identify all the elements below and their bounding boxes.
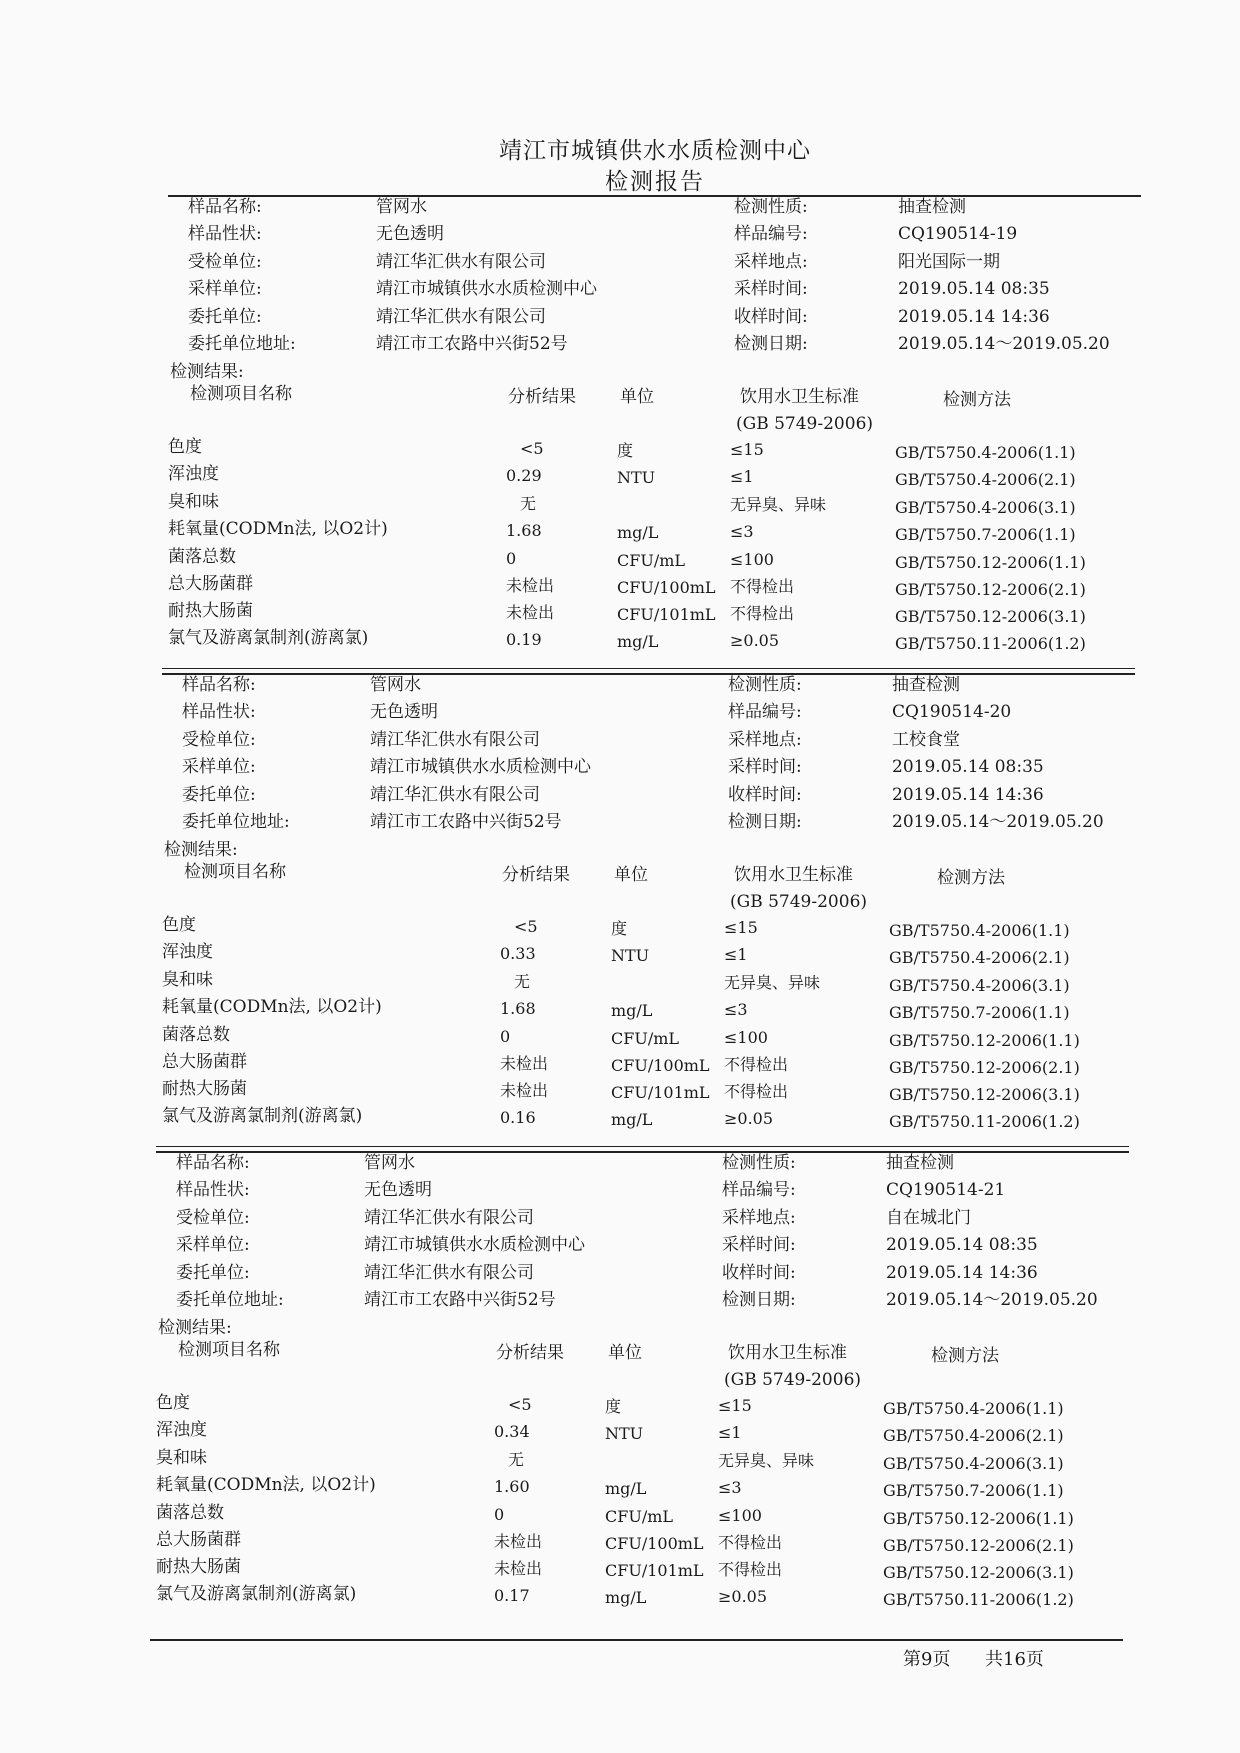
item-result: 无 <box>508 1450 525 1469</box>
value-test-nature: 抽查检测 <box>886 1153 954 1173</box>
value-test-nature: 抽查检测 <box>892 675 960 695</box>
header-unit: 单位 <box>620 387 654 407</box>
header-unit: 单位 <box>608 1343 642 1363</box>
header-unit: 单位 <box>614 865 648 885</box>
value-sampling-time: 2019.05.14 08:35 <box>898 279 1050 299</box>
header-standard-ref: (GB 5749-2006) <box>730 892 868 912</box>
item-result: 0 <box>494 1505 505 1524</box>
value-sampling-site: 工校食堂 <box>892 730 960 750</box>
label-test-nature: 检测性质: <box>734 197 808 217</box>
org-title: 靖江市城镇供水水质检测中心 <box>499 138 811 164</box>
item-result: 未检出 <box>494 1559 543 1578</box>
label-sample-trait: 样品性状: <box>188 224 262 244</box>
item-standard: 不得检出 <box>730 604 795 623</box>
value-sampling-unit: 靖江市城镇供水水质检测中心 <box>370 757 591 777</box>
label-test-nature: 检测性质: <box>728 675 802 695</box>
item-method: GB/T5750.12-2006(3.1) <box>889 1085 1080 1104</box>
label-inspected-unit: 受检单位: <box>182 730 256 750</box>
value-sample-no: CQ190514-21 <box>886 1180 1006 1200</box>
header-standard: 饮用水卫生标准 <box>728 1343 847 1363</box>
item-name: 色度 <box>156 1393 190 1413</box>
item-result: <5 <box>520 439 544 458</box>
item-name: 色度 <box>162 915 196 935</box>
label-inspected-unit: 受检单位: <box>188 252 262 272</box>
value-test-date: 2019.05.14～2019.05.20 <box>898 334 1110 354</box>
item-result: 0.17 <box>494 1586 530 1605</box>
value-sampling-unit: 靖江市城镇供水水质检测中心 <box>376 279 597 299</box>
item-standard: ≤15 <box>724 918 758 937</box>
value-sampling-time: 2019.05.14 08:35 <box>892 757 1044 777</box>
item-method: GB/T5750.4-2006(1.1) <box>883 1399 1064 1418</box>
item-method: GB/T5750.4-2006(1.1) <box>889 921 1070 940</box>
section-rule-thin <box>162 668 1135 669</box>
item-unit: CFU/100mL <box>617 578 716 597</box>
header-item: 检测项目名称 <box>184 862 286 882</box>
label-sample-name: 样品名称: <box>188 197 262 217</box>
label-receive-time: 收样时间: <box>722 1263 796 1283</box>
item-method: GB/T5750.12-2006(3.1) <box>883 1563 1074 1582</box>
item-result: 无 <box>520 494 537 513</box>
item-unit: CFU/100mL <box>605 1534 704 1553</box>
item-name: 耗氧量(CODMn法, 以O2计) <box>162 997 382 1017</box>
header-method: 检测方法 <box>931 1346 999 1366</box>
item-name: 耐热大肠菌 <box>162 1079 247 1099</box>
label-client-unit: 委托单位: <box>182 785 256 805</box>
item-result: 0.16 <box>500 1108 536 1127</box>
item-unit: mg/L <box>605 1479 647 1498</box>
section-rule-thin <box>156 1146 1129 1147</box>
footer-rule <box>150 1639 1123 1641</box>
item-standard: ≤15 <box>730 440 764 459</box>
header-standard: 饮用水卫生标准 <box>734 865 853 885</box>
item-name: 浑浊度 <box>156 1420 207 1440</box>
item-name: 臭和味 <box>162 970 213 990</box>
value-test-date: 2019.05.14～2019.05.20 <box>892 812 1104 832</box>
item-standard: ≤1 <box>730 467 754 486</box>
value-receive-time: 2019.05.14 14:36 <box>886 1263 1038 1283</box>
item-method: GB/T5750.4-2006(3.1) <box>883 1454 1064 1473</box>
page-total: 共16页 <box>985 1649 1044 1670</box>
header-result: 分析结果 <box>496 1343 564 1363</box>
item-unit: NTU <box>611 946 650 965</box>
item-unit: 度 <box>605 1397 622 1416</box>
item-name: 臭和味 <box>156 1448 207 1468</box>
item-result: 1.68 <box>500 999 536 1018</box>
item-result: 0 <box>500 1027 511 1046</box>
item-name: 菌落总数 <box>162 1025 230 1045</box>
item-standard: 不得检出 <box>718 1560 783 1579</box>
item-method: GB/T5750.11-2006(1.2) <box>883 1590 1074 1609</box>
item-method: GB/T5750.12-2006(1.1) <box>889 1031 1080 1050</box>
label-sample-trait: 样品性状: <box>176 1180 250 1200</box>
item-method: GB/T5750.12-2006(1.1) <box>883 1509 1074 1528</box>
item-method: GB/T5750.11-2006(1.2) <box>895 634 1086 653</box>
value-sampling-site: 阳光国际一期 <box>898 252 1000 272</box>
value-sampling-site: 自在城北门 <box>886 1208 971 1228</box>
item-name: 氯气及游离氯制剂(游离氯) <box>162 1106 363 1126</box>
item-name: 菌落总数 <box>156 1503 224 1523</box>
value-receive-time: 2019.05.14 14:36 <box>898 307 1050 327</box>
header-result: 分析结果 <box>502 865 570 885</box>
label-test-date: 检测日期: <box>722 1290 796 1310</box>
item-name: 耐热大肠菌 <box>156 1557 241 1577</box>
item-standard: 不得检出 <box>730 577 795 596</box>
item-method: GB/T5750.7-2006(1.1) <box>889 1003 1070 1022</box>
header-result: 分析结果 <box>508 387 576 407</box>
sample-block <box>156 1153 1156 1623</box>
item-standard: 不得检出 <box>724 1082 789 1101</box>
item-unit: mg/L <box>617 523 659 542</box>
value-test-date: 2019.05.14～2019.05.20 <box>886 1290 1098 1310</box>
item-name: 耗氧量(CODMn法, 以O2计) <box>168 519 388 539</box>
item-result: 0.34 <box>494 1422 530 1441</box>
label-client-address: 委托单位地址: <box>182 812 290 832</box>
sample-block <box>162 675 1162 1145</box>
label-client-unit: 委托单位: <box>188 307 262 327</box>
value-receive-time: 2019.05.14 14:36 <box>892 785 1044 805</box>
item-unit: CFU/101mL <box>611 1083 710 1102</box>
item-method: GB/T5750.11-2006(1.2) <box>889 1112 1080 1131</box>
value-sample-name: 管网水 <box>376 197 427 217</box>
results-label: 检测结果: <box>158 1318 232 1338</box>
item-unit: 度 <box>617 441 634 460</box>
item-method: GB/T5750.12-2006(2.1) <box>883 1536 1074 1555</box>
item-name: 色度 <box>168 437 202 457</box>
label-sampling-site: 采样地点: <box>734 252 808 272</box>
results-label: 检测结果: <box>164 840 238 860</box>
value-sampling-unit: 靖江市城镇供水水质检测中心 <box>364 1235 585 1255</box>
label-sampling-time: 采样时间: <box>722 1235 796 1255</box>
item-standard: 无异臭、异味 <box>718 1451 815 1470</box>
label-client-address: 委托单位地址: <box>188 334 296 354</box>
label-sampling-time: 采样时间: <box>734 279 808 299</box>
section-rule <box>156 1151 1129 1153</box>
item-method: GB/T5750.12-2006(3.1) <box>895 607 1086 626</box>
item-name: 浑浊度 <box>162 942 213 962</box>
label-test-date: 检测日期: <box>728 812 802 832</box>
item-method: GB/T5750.12-2006(2.1) <box>895 580 1086 599</box>
header-standard-ref: (GB 5749-2006) <box>736 414 874 434</box>
label-sample-name: 样品名称: <box>182 675 256 695</box>
item-result: 0.29 <box>506 466 542 485</box>
value-sample-trait: 无色透明 <box>364 1180 432 1200</box>
label-sample-no: 样品编号: <box>728 702 802 722</box>
header-item: 检测项目名称 <box>190 384 292 404</box>
item-name: 总大肠菌群 <box>156 1530 241 1550</box>
item-standard: ≤100 <box>724 1028 768 1047</box>
report-title: 检测报告 <box>605 169 705 195</box>
item-unit: CFU/101mL <box>605 1561 704 1580</box>
item-standard: ≤3 <box>730 522 754 541</box>
item-result: 1.60 <box>494 1477 530 1496</box>
item-standard: ≥0.05 <box>724 1109 774 1128</box>
label-client-unit: 委托单位: <box>176 1263 250 1283</box>
item-standard: ≥0.05 <box>718 1587 768 1606</box>
value-sample-trait: 无色透明 <box>376 224 444 244</box>
label-sample-no: 样品编号: <box>734 224 808 244</box>
item-method: GB/T5750.7-2006(1.1) <box>895 525 1076 544</box>
item-standard: ≥0.05 <box>730 631 780 650</box>
value-client-address: 靖江市工农路中兴街52号 <box>370 812 562 832</box>
label-client-address: 委托单位地址: <box>176 1290 284 1310</box>
item-method: GB/T5750.4-2006(1.1) <box>895 443 1076 462</box>
item-result: 无 <box>514 972 531 991</box>
item-result: 未检出 <box>494 1532 543 1551</box>
item-unit: CFU/100mL <box>611 1056 710 1075</box>
label-sampling-unit: 采样单位: <box>176 1235 250 1255</box>
header-item: 检测项目名称 <box>178 1340 280 1360</box>
item-name: 臭和味 <box>168 492 219 512</box>
item-result: 未检出 <box>500 1081 549 1100</box>
label-test-date: 检测日期: <box>734 334 808 354</box>
value-client-unit: 靖江华汇供水有限公司 <box>370 785 540 805</box>
item-unit: mg/L <box>617 632 659 651</box>
item-result: 0.33 <box>500 944 536 963</box>
item-result: 未检出 <box>500 1054 549 1073</box>
item-result: <5 <box>514 917 538 936</box>
item-unit: mg/L <box>611 1001 653 1020</box>
item-name: 耐热大肠菌 <box>168 601 253 621</box>
sample-block <box>168 197 1168 667</box>
value-sample-trait: 无色透明 <box>370 702 438 722</box>
page-number: 第9页 <box>903 1649 951 1670</box>
item-standard: ≤3 <box>718 1478 742 1497</box>
value-test-nature: 抽查检测 <box>898 197 966 217</box>
label-sample-name: 样品名称: <box>176 1153 250 1173</box>
item-result: 未检出 <box>506 576 555 595</box>
label-sample-trait: 样品性状: <box>182 702 256 722</box>
item-method: GB/T5750.4-2006(2.1) <box>895 470 1076 489</box>
label-sampling-site: 采样地点: <box>722 1208 796 1228</box>
item-standard: 无异臭、异味 <box>730 495 827 514</box>
item-standard: ≤1 <box>718 1423 742 1442</box>
item-standard: 无异臭、异味 <box>724 973 821 992</box>
item-result: 未检出 <box>506 603 555 622</box>
item-name: 耗氧量(CODMn法, 以O2计) <box>156 1475 376 1495</box>
label-sampling-site: 采样地点: <box>728 730 802 750</box>
value-client-unit: 靖江华汇供水有限公司 <box>376 307 546 327</box>
label-sampling-time: 采样时间: <box>728 757 802 777</box>
value-client-address: 靖江市工农路中兴街52号 <box>364 1290 556 1310</box>
value-inspected-unit: 靖江华汇供水有限公司 <box>364 1208 534 1228</box>
value-sample-name: 管网水 <box>370 675 421 695</box>
item-unit: CFU/mL <box>617 551 686 570</box>
section-rule <box>168 195 1141 197</box>
item-unit: NTU <box>605 1424 644 1443</box>
value-client-unit: 靖江华汇供水有限公司 <box>364 1263 534 1283</box>
item-standard: ≤100 <box>730 550 774 569</box>
item-unit: CFU/mL <box>611 1029 680 1048</box>
item-name: 总大肠菌群 <box>168 574 253 594</box>
value-sample-no: CQ190514-20 <box>892 702 1012 722</box>
item-unit: mg/L <box>611 1110 653 1129</box>
item-result: 1.68 <box>506 521 542 540</box>
item-method: GB/T5750.12-2006(2.1) <box>889 1058 1080 1077</box>
results-label: 检测结果: <box>170 362 244 382</box>
item-standard: ≤3 <box>724 1000 748 1019</box>
item-standard: ≤15 <box>718 1396 752 1415</box>
header-method: 检测方法 <box>943 390 1011 410</box>
section-rule <box>162 673 1135 675</box>
item-method: GB/T5750.12-2006(1.1) <box>895 553 1086 572</box>
item-name: 氯气及游离氯制剂(游离氯) <box>168 628 369 648</box>
value-sample-no: CQ190514-19 <box>898 224 1018 244</box>
label-inspected-unit: 受检单位: <box>176 1208 250 1228</box>
value-inspected-unit: 靖江华汇供水有限公司 <box>376 252 546 272</box>
item-name: 菌落总数 <box>168 547 236 567</box>
item-standard: 不得检出 <box>718 1533 783 1552</box>
value-sample-name: 管网水 <box>364 1153 415 1173</box>
item-standard: ≤1 <box>724 945 748 964</box>
label-sampling-unit: 采样单位: <box>188 279 262 299</box>
item-unit: mg/L <box>605 1588 647 1607</box>
header-standard-ref: (GB 5749-2006) <box>724 1370 862 1390</box>
value-client-address: 靖江市工农路中兴街52号 <box>376 334 568 354</box>
item-unit: CFU/101mL <box>617 605 716 624</box>
item-method: GB/T5750.4-2006(3.1) <box>895 498 1076 517</box>
item-method: GB/T5750.7-2006(1.1) <box>883 1481 1064 1500</box>
label-sampling-unit: 采样单位: <box>182 757 256 777</box>
value-inspected-unit: 靖江华汇供水有限公司 <box>370 730 540 750</box>
item-unit: 度 <box>611 919 628 938</box>
label-sample-no: 样品编号: <box>722 1180 796 1200</box>
item-name: 总大肠菌群 <box>162 1052 247 1072</box>
header-method: 检测方法 <box>937 868 1005 888</box>
item-method: GB/T5750.4-2006(2.1) <box>889 948 1070 967</box>
item-method: GB/T5750.4-2006(3.1) <box>889 976 1070 995</box>
item-result: <5 <box>508 1395 532 1414</box>
label-test-nature: 检测性质: <box>722 1153 796 1173</box>
item-name: 氯气及游离氯制剂(游离氯) <box>156 1584 357 1604</box>
item-standard: 不得检出 <box>724 1055 789 1074</box>
item-standard: ≤100 <box>718 1506 762 1525</box>
value-sampling-time: 2019.05.14 08:35 <box>886 1235 1038 1255</box>
item-result: 0.19 <box>506 630 542 649</box>
label-receive-time: 收样时间: <box>728 785 802 805</box>
item-method: GB/T5750.4-2006(2.1) <box>883 1426 1064 1445</box>
label-receive-time: 收样时间: <box>734 307 808 327</box>
header-standard: 饮用水卫生标准 <box>740 387 859 407</box>
item-unit: CFU/mL <box>605 1507 674 1526</box>
item-result: 0 <box>506 549 517 568</box>
item-name: 浑浊度 <box>168 464 219 484</box>
item-unit: NTU <box>617 468 656 487</box>
